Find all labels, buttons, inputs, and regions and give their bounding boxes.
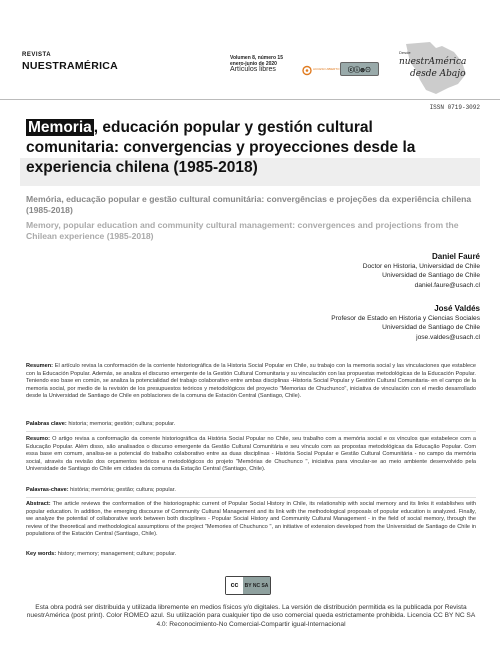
title-rest: , educación popular y gestión cultural comunitaria: convergencias y proyecciones desde la experiencia chilena (1985-2018) xyxy=(26,119,416,176)
article-title-pt: Memória, educação popular e gestão cultural comunitária: convergências e projeções da experiência chilena (1985-2018) xyxy=(26,194,472,215)
issn: ISSN 0719-3092 xyxy=(429,104,480,111)
header-divider xyxy=(0,99,500,100)
author-university: Universidad de Santiago de Chile xyxy=(382,324,480,331)
keywords-en-text: history; memory; management; culture; popular. xyxy=(57,551,177,557)
article-title-en: Memory, popular education and community cultural management: convergences and projections from the Chilean experience (1985-2018) xyxy=(26,220,459,241)
title-highlight: Memoria xyxy=(28,119,92,136)
keywords-en xyxy=(26,551,476,559)
article-kind: Artículos libres xyxy=(230,66,276,73)
keywords-es xyxy=(26,421,476,429)
map-logo xyxy=(396,40,480,98)
abstract-es-label: Resumen: xyxy=(26,363,54,369)
abstract-en-label: Abstract: xyxy=(26,501,51,507)
map-logo-line2: nuestrAmérica xyxy=(399,57,467,67)
journal-name: NUESTRAMÉRICA xyxy=(22,60,119,72)
open-access-logo xyxy=(302,63,340,74)
divider xyxy=(26,431,476,432)
license-footer: Esta obra podrá ser distribuida y utilizada libremente en medios físicos y/o digitales. La versión de distribución permitida es la publicada por Revista nuestrAmérica (post print). Color ROMEO azul. Su utilización para cualquier tipo de uso comercial queda estrictamente prohibida. Licencia CC BY NC SA 4.0: Reconocimiento-No Comercial-Compartir igual-Internacional xyxy=(26,604,476,628)
abstract-es-text: El artículo revisa la conformación de la corriente historiográfica de la Historia Social Popular en Chile, su trabajo con la memoria social y las vinculaciones que establece con la Educación Popular. Además, se analiza el discurso emergente de la Gestión Cultural Comunitaria y su vinculación con las propuestas metodológicas de la Educación Popular. Teniendo eso base en común, se analiza la potencialidad del trabajo colaborativo entre ambas disciplinas -Historia Social Popular y Gestión Cultural Comunitaria- en el campo de la memoria social, por medio de la revisión de los presupuestos teóricos y metodológicos del proyecto "Memorias de Chuchunco", iniciativa de vinculación con el medio desarrollado desde la Universidad de Santiago de Chile en poblaciones de la comuna de Estación Central (Santiago, Chile). xyxy=(26,363,476,400)
keywords-es-text: historia; memoria; gestión; cultura; popular. xyxy=(68,421,176,427)
license-logo[interactable] xyxy=(340,62,379,76)
author-university: Universidad de Santiago de Chile xyxy=(382,272,480,279)
abstract-es xyxy=(26,363,476,401)
journal-label: REVISTA xyxy=(22,52,52,58)
keywords-pt-text: história; memória; gestão; cultura; popular. xyxy=(70,487,176,493)
abstract-pt-text: O artigo revisa a conformação da corrente historiográfica da História Social Popular no Chile, seu trabalho com a memória social e os vínculos que estabelece com a Educação Popular. Além disso, são analisados o discurso emergente da Gestão Cultural Comunitária e seu vínculo com as propostas metodológicas da Educação Popular. Com essa base em comum, analisa-se a potencial do trabalho colaborativo entre as duas disciplinas - História Social Popular e Gestão Cultural Comunitária - no campo da memória social, através da revisão dos orçamentos teóricos e metodológicos do projeto "Memórias de Chuchunco ", iniciativa para vincular-se ao meio ambiente desenvolvido pela Universidade de Santiago do Chile em cidades da comuna da Estação Central (Santiago, Chile). xyxy=(26,436,477,473)
author-name: José Valdés xyxy=(434,304,480,313)
cc-icon: ⓒⓘ⊜⊙ xyxy=(347,67,372,74)
map-logo-line3: desde Abajo xyxy=(410,69,466,79)
author-name: Daniel Fauré xyxy=(431,252,480,261)
author-affiliation: Profesor de Estado en Historia y Ciencias Sociales xyxy=(331,314,480,322)
keywords-es-label: Palabras clave: xyxy=(26,421,67,427)
abstract-pt-label: Resumo: xyxy=(26,436,50,442)
divider xyxy=(26,497,476,498)
author-email[interactable]: daniel.faure@usach.cl xyxy=(414,281,480,289)
keywords-pt-label: Palavras-chave: xyxy=(26,487,69,493)
abstract-en-text: The article reviews the conformation of the historiographic current of Popular Social History in Chile, its relationship with social memory and its links it establishes with popular education. In addition, the emerging discourse of Community Cultural Management and its link with the methodological proposals of popular education is analyzed. Finally, we analyze the potential of collaborative work between both disciplines - Popular Social History and Community Cultural Management - in the field of social memory, through the review of the theoretical and methodological assumptions of the project "Memories of Chuchunco ", an initiative of extension developed from the Universidad de Santiago de Chile in populations of the Estación Central (Santiago, Chile). xyxy=(26,501,477,538)
volume-info xyxy=(230,55,283,73)
author-block-1 xyxy=(363,252,480,290)
map-logo-line1: Desde xyxy=(399,50,411,55)
date-line: enero-junio de 2020 xyxy=(230,61,277,67)
article-title-es xyxy=(26,118,466,178)
abstract-pt xyxy=(26,436,476,474)
volume-line: Volumen 8, número 15 xyxy=(230,55,283,61)
author-affiliation: Doctor en Historia, Universidad de Chile xyxy=(362,262,480,270)
keywords-en-label: Key words: xyxy=(26,551,57,557)
keywords-pt xyxy=(26,487,476,495)
abstract-en xyxy=(26,501,476,539)
oa-logo-text: ACCESO ABIERTO xyxy=(313,67,340,71)
continent-shape xyxy=(406,42,466,94)
cc-terms: BY NC SA xyxy=(243,577,270,594)
cc-icon: cc xyxy=(226,577,243,594)
author-email[interactable]: jose.valdes@usach.cl xyxy=(416,333,480,341)
author-block-2 xyxy=(331,304,480,342)
cc-license-badge[interactable] xyxy=(225,576,271,595)
